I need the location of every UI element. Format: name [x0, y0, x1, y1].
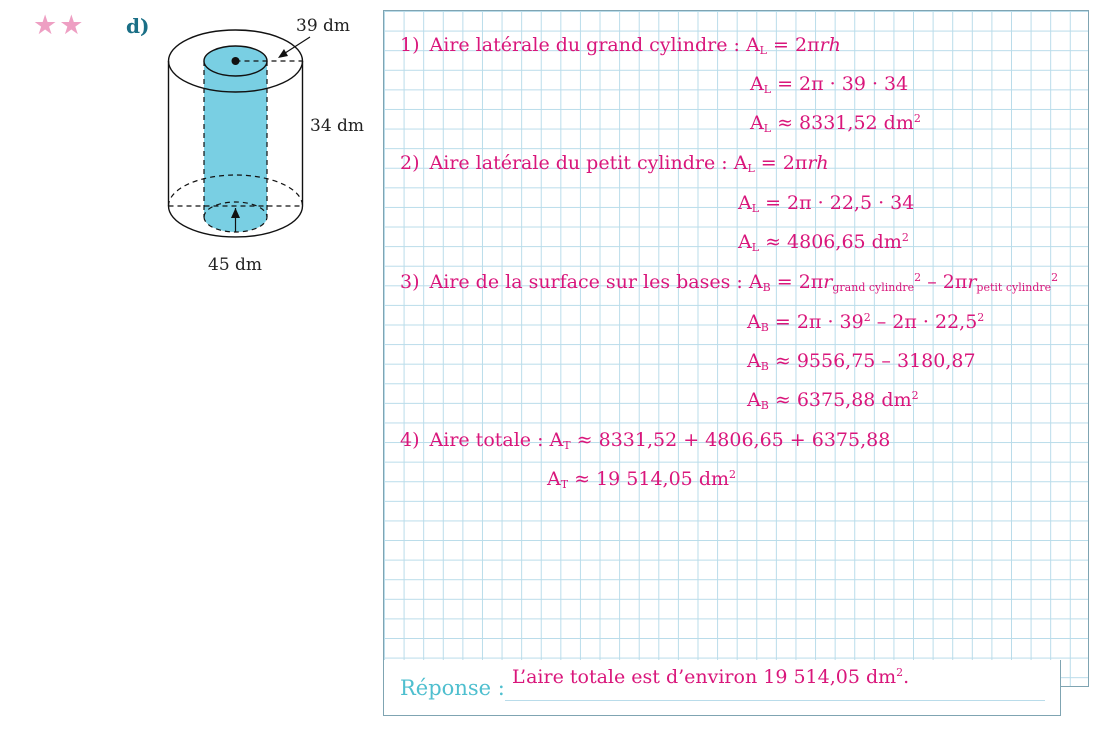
s3-step2-sup1: 2: [863, 311, 871, 324]
s4-line: [400, 429, 890, 452]
answer-text-main: L’aire totale est d’environ 19 514,05 dm: [512, 666, 897, 688]
answer-label: Réponse :: [400, 676, 505, 700]
s1-area-symbol: A: [745, 34, 760, 56]
s2-step2-symbol: A: [738, 192, 752, 214]
grid-paper: [383, 10, 1089, 687]
s2-step3: [738, 231, 909, 254]
answer-sup: 2: [896, 666, 904, 679]
s3-area-symbol: A: [748, 271, 763, 293]
s3-step4-sub: B: [760, 399, 769, 412]
s3-number: 3): [400, 271, 420, 293]
s3-formula-r2: r: [967, 271, 977, 293]
s3-step2: [747, 311, 984, 334]
s2-step2-sub: L: [751, 202, 760, 215]
s3-formula-sup1: 2: [914, 271, 922, 284]
s3-step3-symbol: A: [747, 350, 761, 372]
s2-line: [400, 152, 829, 175]
s2-step3-sup: 2: [901, 231, 909, 244]
s2-colon: :: [715, 152, 734, 174]
dim-top-label: 39 dm: [296, 16, 351, 36]
answer-end: .: [903, 666, 910, 688]
s2-number: 2): [400, 152, 420, 174]
s3-step3-sub: B: [760, 360, 769, 373]
s3-step2-part1: = 2π · 39: [768, 311, 864, 333]
s1-step2-sub: L: [763, 83, 772, 96]
s1-formula-var: rh: [819, 34, 841, 56]
s3-formula-sub1: grand cylindre: [832, 281, 915, 294]
s3-formula-sup2: 2: [1051, 271, 1059, 284]
dim-bottom-label: 45 dm: [208, 255, 263, 275]
s3-step3-expr: ≈ 9556,75 – 3180,87: [768, 350, 976, 372]
s3-step4-symbol: A: [747, 389, 761, 411]
s1-step3-expr: ≈ 8331,52 dm: [771, 112, 914, 134]
s3-formula-part1: = 2π: [770, 271, 824, 293]
s3-formula-sub2: petit cylindre: [976, 281, 1052, 294]
difficulty-stars: ★★: [33, 10, 86, 41]
s2-area-sub: L: [747, 162, 755, 175]
answer-underline: [505, 700, 1045, 701]
s4-step2-expr: ≈ 19 514,05 dm: [568, 468, 729, 490]
s2-step3-symbol: A: [738, 231, 752, 253]
top-label-arrow: [282, 37, 310, 55]
s3-area-sub: B: [762, 281, 771, 294]
s3-step3: [747, 350, 976, 373]
dim-height-label: 34 dm: [310, 116, 365, 136]
s3-step2-symbol: A: [747, 311, 761, 333]
s2-area-symbol: A: [733, 152, 748, 174]
s3-formula-part2: – 2π: [921, 271, 968, 293]
s1-colon: :: [727, 34, 746, 56]
s2-step2: [738, 192, 914, 215]
s3-step2-sub: B: [760, 321, 769, 334]
s2-formula-rest: = 2π: [754, 152, 808, 174]
s1-step2-expr: = 2π · 39 · 34: [771, 73, 909, 95]
s1-step3-sup: 2: [913, 112, 921, 125]
question-label: d): [126, 14, 150, 38]
s3-line: [400, 271, 1058, 294]
s2-step3-sub: L: [751, 241, 760, 254]
s2-step3-expr: ≈ 4806,65 dm: [759, 231, 902, 253]
s1-step2-symbol: A: [750, 73, 764, 95]
s3-step4-expr: ≈ 6375,88 dm: [768, 389, 912, 411]
s4-colon: :: [531, 429, 550, 451]
s2-formula-var: rh: [807, 152, 829, 174]
s2-step2-expr: = 2π · 22,5 · 34: [759, 192, 915, 214]
s1-step3-symbol: A: [750, 112, 764, 134]
s4-step2-sub: T: [560, 478, 569, 491]
s1-step3: [750, 112, 921, 135]
s3-step4-sup: 2: [911, 389, 919, 402]
s3-step2-sup2: 2: [977, 311, 985, 324]
answer-text: [512, 666, 909, 688]
s4-area-sub: T: [563, 439, 571, 452]
s3-colon: :: [730, 271, 749, 293]
s3-title: Aire de la surface sur les bases: [429, 271, 731, 293]
s1-step2: [750, 73, 908, 96]
s4-title: Aire totale: [429, 429, 532, 451]
inner-cylinder-body: [204, 61, 267, 217]
s4-area-symbol: A: [549, 429, 564, 451]
s1-number: 1): [400, 34, 420, 56]
hollow-cylinder-figure: [150, 10, 380, 270]
s1-area-sub: L: [759, 44, 767, 57]
s2-title: Aire latérale du petit cylindre: [429, 152, 716, 174]
s1-line: [400, 34, 841, 57]
s4-step2-symbol: A: [547, 468, 561, 490]
s4-step2: [547, 468, 736, 491]
s3-step4: [747, 389, 919, 412]
s1-step3-sub: L: [763, 122, 772, 135]
s4-formula-expr: ≈ 8331,52 + 4806,65 + 6375,88: [570, 429, 891, 451]
s1-title: Aire latérale du grand cylindre: [429, 34, 728, 56]
s3-formula-r1: r: [823, 271, 833, 293]
s1-formula-rest: = 2π: [766, 34, 820, 56]
s3-step2-part2: – 2π · 22,5: [870, 311, 978, 333]
top-arrow-head: [278, 49, 288, 58]
s4-number: 4): [400, 429, 420, 451]
s4-step2-sup: 2: [729, 468, 736, 481]
